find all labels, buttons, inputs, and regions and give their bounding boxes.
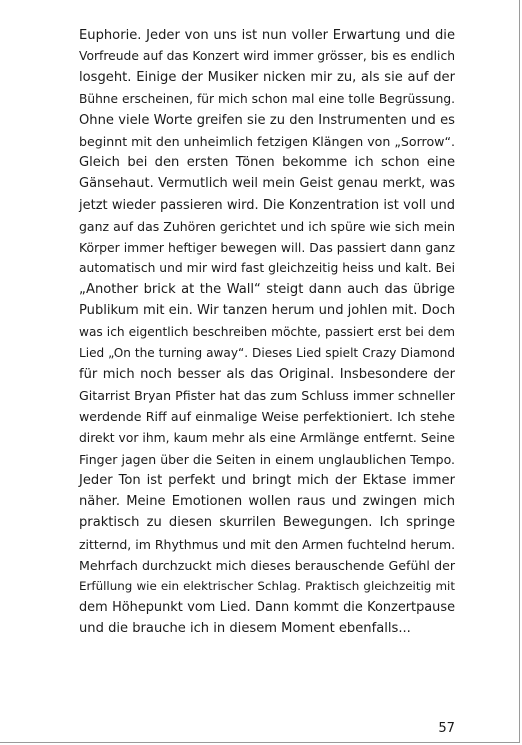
text-line-20: direkt vor ihm, kaum mehr als eine Armlänge entfernt. Seine (79, 430, 455, 445)
text-line-21: Finger jagen über die Seiten in einem unglaublichen Tempo. (79, 451, 455, 467)
text-line-19: werdende Riff auf einmalige Weise perfektioniert. Ich stehe (79, 409, 455, 425)
text-line-8: Gänsehaut. Vermutlich weil mein Geist genau merkt, was (79, 176, 455, 192)
text-line-23: näher. Meine Emotionen wollen raus und zwingen mich (79, 494, 455, 510)
text-line-15: was ich eigentlich beschreiben möchte, passiert erst bei dem (79, 324, 455, 339)
text-line-25: zitternd, im Rhythmus und mit den Armen fuchtelnd herum. (79, 536, 456, 552)
text-line-12: automatisch und mir wird fast gleichzeitig heiss und kalt. Bei (79, 261, 455, 276)
text-line-5: Ohne viele Worte greifen sie zu den Instrumenten und es (79, 112, 455, 128)
text-line-17: für mich noch besser als das Original. Insbesondere der (79, 367, 455, 382)
text-line-11: Körper immer heftiger bewegen will. Das passiert dann ganz (79, 239, 456, 255)
text-line-2: Vorfreude auf das Konzert wird immer grösser, bis es endlich (79, 49, 455, 64)
text-line-22: Jeder Ton ist perfekt und bringt mich der Ektase immer (79, 472, 455, 488)
text-line-27: Erfüllung wie ein elektrischer Schlag. Praktisch gleichzeitig mit (79, 578, 455, 593)
page-number: 57 (438, 721, 455, 736)
text-line-1: Euphorie. Jeder von uns ist nun voller Erwartung und die (79, 28, 455, 43)
text-line-10: ganz auf das Zuhören gerichtet und ich spüre wie sich mein (79, 218, 455, 234)
text-line-3: losgeht. Einige der Musiker nicken mir zu, als sie auf der (79, 70, 455, 86)
text-line-26: Mehrfach durchzuckt mich dieses berauschende Gefühl der (79, 557, 455, 573)
text-line-7: Gleich bei den ersten Tönen bekomme ich schon eine (79, 155, 455, 171)
text-line-16: Lied „On the turning away“. Dieses Lied spielt Crazy Diamond (79, 345, 455, 360)
text-line-13: „Another brick at the Wall“ steigt dann auch das übrige (79, 282, 455, 298)
text-line-9: jetzt wieder passieren wird. Die Konzentration ist voll und (79, 197, 455, 213)
text-line-14: Publikum mit ein. Wir tanzen herum und johlen mit. Doch (79, 303, 456, 319)
text-line-18: Gitarrist Bryan Pfister hat das zum Schluss immer schneller (79, 388, 455, 404)
text-line-4: Bühne erscheinen, für mich schon mal eine tolle Begrüssung. (79, 91, 455, 106)
body-text (79, 25, 455, 639)
text-line-29: und die brauche ich in diesem Moment ebenfalls... (79, 621, 411, 637)
text-line-24: praktisch zu diesen skurrilen Bewegungen. Ich springe (79, 515, 455, 531)
text-line-28: dem Höhepunkt vom Lied. Dann kommt die Konzertpause (79, 600, 455, 616)
text-line-6: beginnt mit den unheimlich fetzigen Klängen von „Sorrow“. (79, 133, 455, 149)
